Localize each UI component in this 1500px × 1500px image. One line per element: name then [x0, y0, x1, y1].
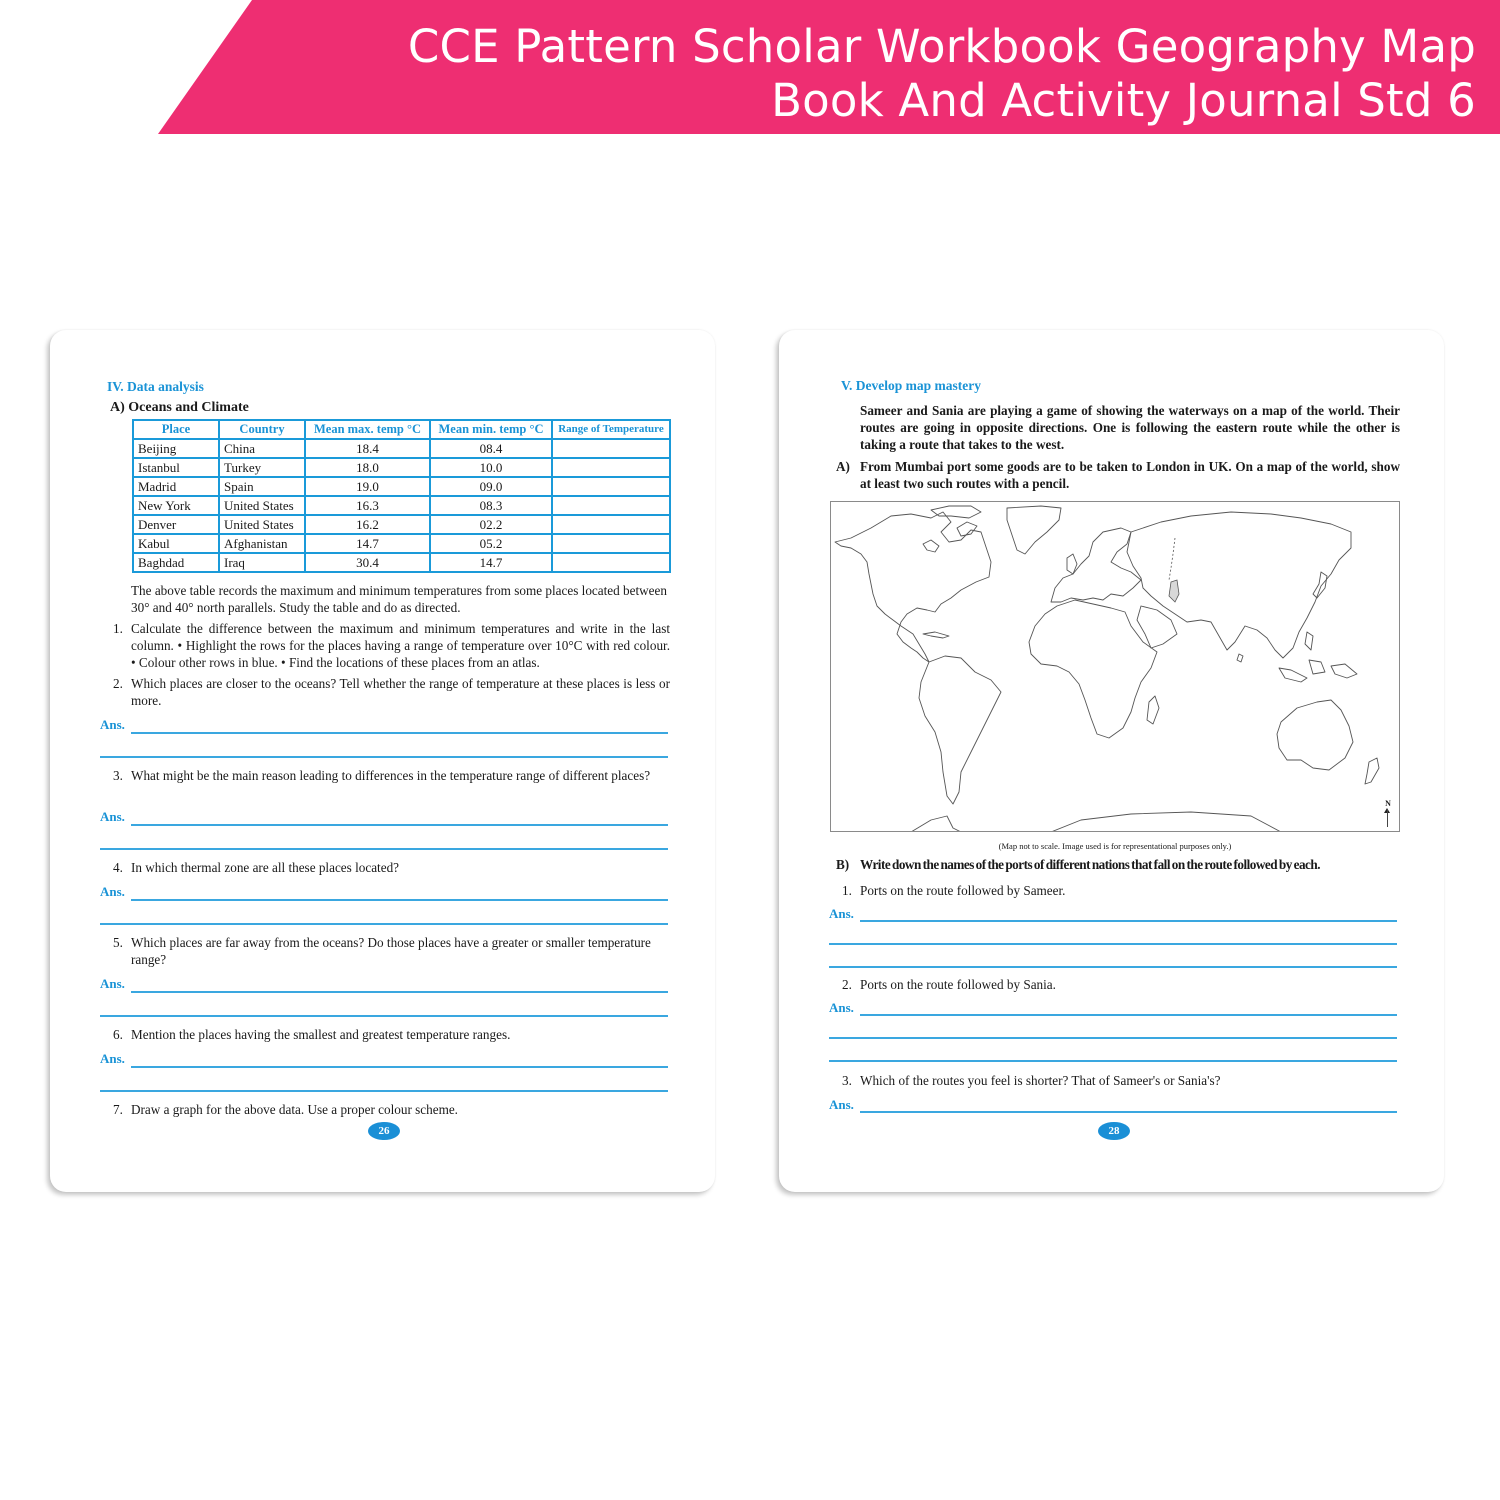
- answer-line[interactable]: [100, 923, 668, 925]
- answer-label: Ans.: [829, 1097, 854, 1112]
- banner-title: [276, 20, 1476, 128]
- question-7-number: 7.: [113, 1102, 123, 1117]
- page-number-badge: 28: [1098, 1122, 1130, 1140]
- cell-country: China: [219, 439, 305, 458]
- cell-country: United States: [219, 496, 305, 515]
- answer-line[interactable]: [131, 824, 668, 826]
- answer-line[interactable]: [100, 756, 668, 758]
- cell-country: Iraq: [219, 553, 305, 572]
- cell-range[interactable]: [552, 439, 670, 458]
- question-2-text: Ports on the route followed by Sania.: [860, 977, 1056, 992]
- answer-line[interactable]: [829, 943, 1397, 945]
- answer-line[interactable]: [100, 848, 668, 850]
- section-title: IV. Data analysis: [107, 379, 204, 394]
- question-1-number: 1.: [842, 883, 852, 898]
- answer-label: Ans.: [100, 884, 125, 899]
- table-intro-text: The above table records the maximum and minimum temperatures from some places located between 30° and 40° north parallels. Study the table and do as directed.: [131, 583, 667, 615]
- table-row: [133, 534, 670, 553]
- cell-max-temp: 16.2: [305, 515, 430, 534]
- cell-max-temp: 19.0: [305, 477, 430, 496]
- cell-max-temp: 30.4: [305, 553, 430, 572]
- answer-line[interactable]: [131, 991, 668, 993]
- question-2-number: 2.: [842, 977, 852, 992]
- cell-country: United States: [219, 515, 305, 534]
- world-outline-map[interactable]: [830, 501, 1400, 832]
- cell-max-temp: 14.7: [305, 534, 430, 553]
- north-line: [1387, 809, 1388, 827]
- part-a-label: A): [836, 459, 850, 474]
- cell-place: Denver: [133, 515, 219, 534]
- part-b-text: Write down the names of the ports of different nations that fall on the route followed by each.: [860, 857, 1321, 872]
- question-4-text: In which thermal zone are all these places located?: [131, 860, 400, 875]
- question-1-text: Ports on the route followed by Sameer.: [860, 883, 1066, 898]
- cell-place: New York: [133, 496, 219, 515]
- question-3-number: 3.: [842, 1073, 852, 1088]
- page-number-badge: 26: [368, 1122, 400, 1140]
- north-label: N: [1385, 799, 1391, 808]
- table-row: [133, 477, 670, 496]
- question-7-text: Draw a graph for the above data. Use a proper colour scheme.: [131, 1102, 458, 1117]
- answer-line[interactable]: [829, 1060, 1397, 1062]
- cell-range[interactable]: [552, 496, 670, 515]
- question-3-text: Which of the routes you feel is shorter? That of Sameer's or Sania's?: [860, 1073, 1221, 1088]
- workbook-page-28: [779, 330, 1444, 1192]
- cell-min-temp: 05.2: [430, 534, 552, 553]
- cell-range[interactable]: [552, 458, 670, 477]
- answer-label: Ans.: [829, 1000, 854, 1015]
- cell-place: Baghdad: [133, 553, 219, 572]
- column-header-range: Range of Temperature: [552, 420, 670, 439]
- north-indicator: [1383, 799, 1393, 827]
- answer-label: Ans.: [100, 976, 125, 991]
- cell-max-temp: 18.0: [305, 458, 430, 477]
- answer-line[interactable]: [860, 920, 1397, 922]
- question-4-number: 4.: [113, 860, 123, 875]
- answer-line[interactable]: [860, 1014, 1397, 1016]
- cell-range[interactable]: [552, 477, 670, 496]
- answer-line[interactable]: [131, 1066, 668, 1068]
- question-6-text: Mention the places having the smallest and greatest temperature ranges.: [131, 1027, 511, 1042]
- question-5-text: Which places are far away from the oceans? Do those places have a greater or smaller temperature range?: [131, 935, 651, 967]
- answer-label: Ans.: [829, 906, 854, 921]
- table-row: [133, 439, 670, 458]
- cell-max-temp: 18.4: [305, 439, 430, 458]
- answer-label: Ans.: [100, 809, 125, 824]
- cell-min-temp: 08.3: [430, 496, 552, 515]
- section-title: V. Develop map mastery: [841, 378, 981, 393]
- cell-min-temp: 02.2: [430, 515, 552, 534]
- world-map-outline-icon: [831, 502, 1400, 832]
- workbook-page-26: [50, 330, 715, 1192]
- banner-title-line-2: Book And Activity Journal Std 6: [771, 74, 1476, 127]
- question-2-number: 2.: [113, 676, 123, 691]
- answer-line[interactable]: [829, 1037, 1397, 1039]
- map-caption: (Map not to scale. Image used is for representational purposes only.): [998, 841, 1232, 851]
- answer-line[interactable]: [131, 899, 668, 901]
- column-header-max-temp: Mean max. temp °C: [305, 420, 430, 439]
- column-header-min-temp: Mean min. temp °C: [430, 420, 552, 439]
- part-a-text: From Mumbai port some goods are to be taken to London in UK. On a map of the world, show at least two such routes with a pencil.: [860, 459, 1400, 491]
- cell-min-temp: 10.0: [430, 458, 552, 477]
- answer-line[interactable]: [131, 732, 668, 734]
- cell-range[interactable]: [552, 515, 670, 534]
- answer-label: Ans.: [100, 1051, 125, 1066]
- table-row: [133, 458, 670, 477]
- answer-line[interactable]: [860, 1111, 1397, 1113]
- cell-min-temp: 09.0: [430, 477, 552, 496]
- question-1-number: 1.: [113, 621, 123, 636]
- question-5-number: 5.: [113, 935, 123, 950]
- question-2-text: Which places are closer to the oceans? Tell whether the range of temperature at these places is less or more.: [131, 676, 670, 708]
- question-1-text: Calculate the difference between the maximum and minimum temperatures and write in the last column. • Highlight the rows for the places having a range of temperature over 10°C with red colour. • Colour other rows in blue. • Find the locations of these places from an atlas.: [131, 621, 670, 670]
- cell-range[interactable]: [552, 534, 670, 553]
- table-row: [133, 515, 670, 534]
- answer-label: Ans.: [100, 717, 125, 732]
- table-row: [133, 553, 670, 572]
- column-header-country: Country: [219, 420, 305, 439]
- answer-line[interactable]: [100, 1090, 668, 1092]
- cell-country: Spain: [219, 477, 305, 496]
- cell-place: Madrid: [133, 477, 219, 496]
- question-3-text: What might be the main reason leading to differences in the temperature range of different places?: [131, 768, 651, 783]
- question-3-number: 3.: [113, 768, 123, 783]
- table-row: [133, 496, 670, 515]
- cell-min-temp: 14.7: [430, 553, 552, 572]
- cell-range[interactable]: [552, 553, 670, 572]
- answer-line[interactable]: [829, 966, 1397, 968]
- cell-max-temp: 16.3: [305, 496, 430, 515]
- part-b-label: B): [836, 857, 850, 872]
- question-6-number: 6.: [113, 1027, 123, 1042]
- column-header-place: Place: [133, 420, 219, 439]
- sub-title: A) Oceans and Climate: [110, 400, 249, 415]
- temperature-table: [132, 419, 671, 573]
- cell-country: Afghanistan: [219, 534, 305, 553]
- cell-place: Kabul: [133, 534, 219, 553]
- answer-line[interactable]: [100, 1015, 668, 1017]
- cell-min-temp: 08.4: [430, 439, 552, 458]
- cell-place: Istanbul: [133, 458, 219, 477]
- cell-country: Turkey: [219, 458, 305, 477]
- table-header-row: [133, 420, 670, 439]
- cell-place: Beijing: [133, 439, 219, 458]
- map-intro-text: Sameer and Sania are playing a game of showing the waterways on a map of the world. Their routes are going in opposite directions. One is following the eastern route while the other is taking a route that takes to the west.: [860, 403, 1400, 452]
- banner-title-line-1: CCE Pattern Scholar Workbook Geography Map: [407, 20, 1476, 73]
